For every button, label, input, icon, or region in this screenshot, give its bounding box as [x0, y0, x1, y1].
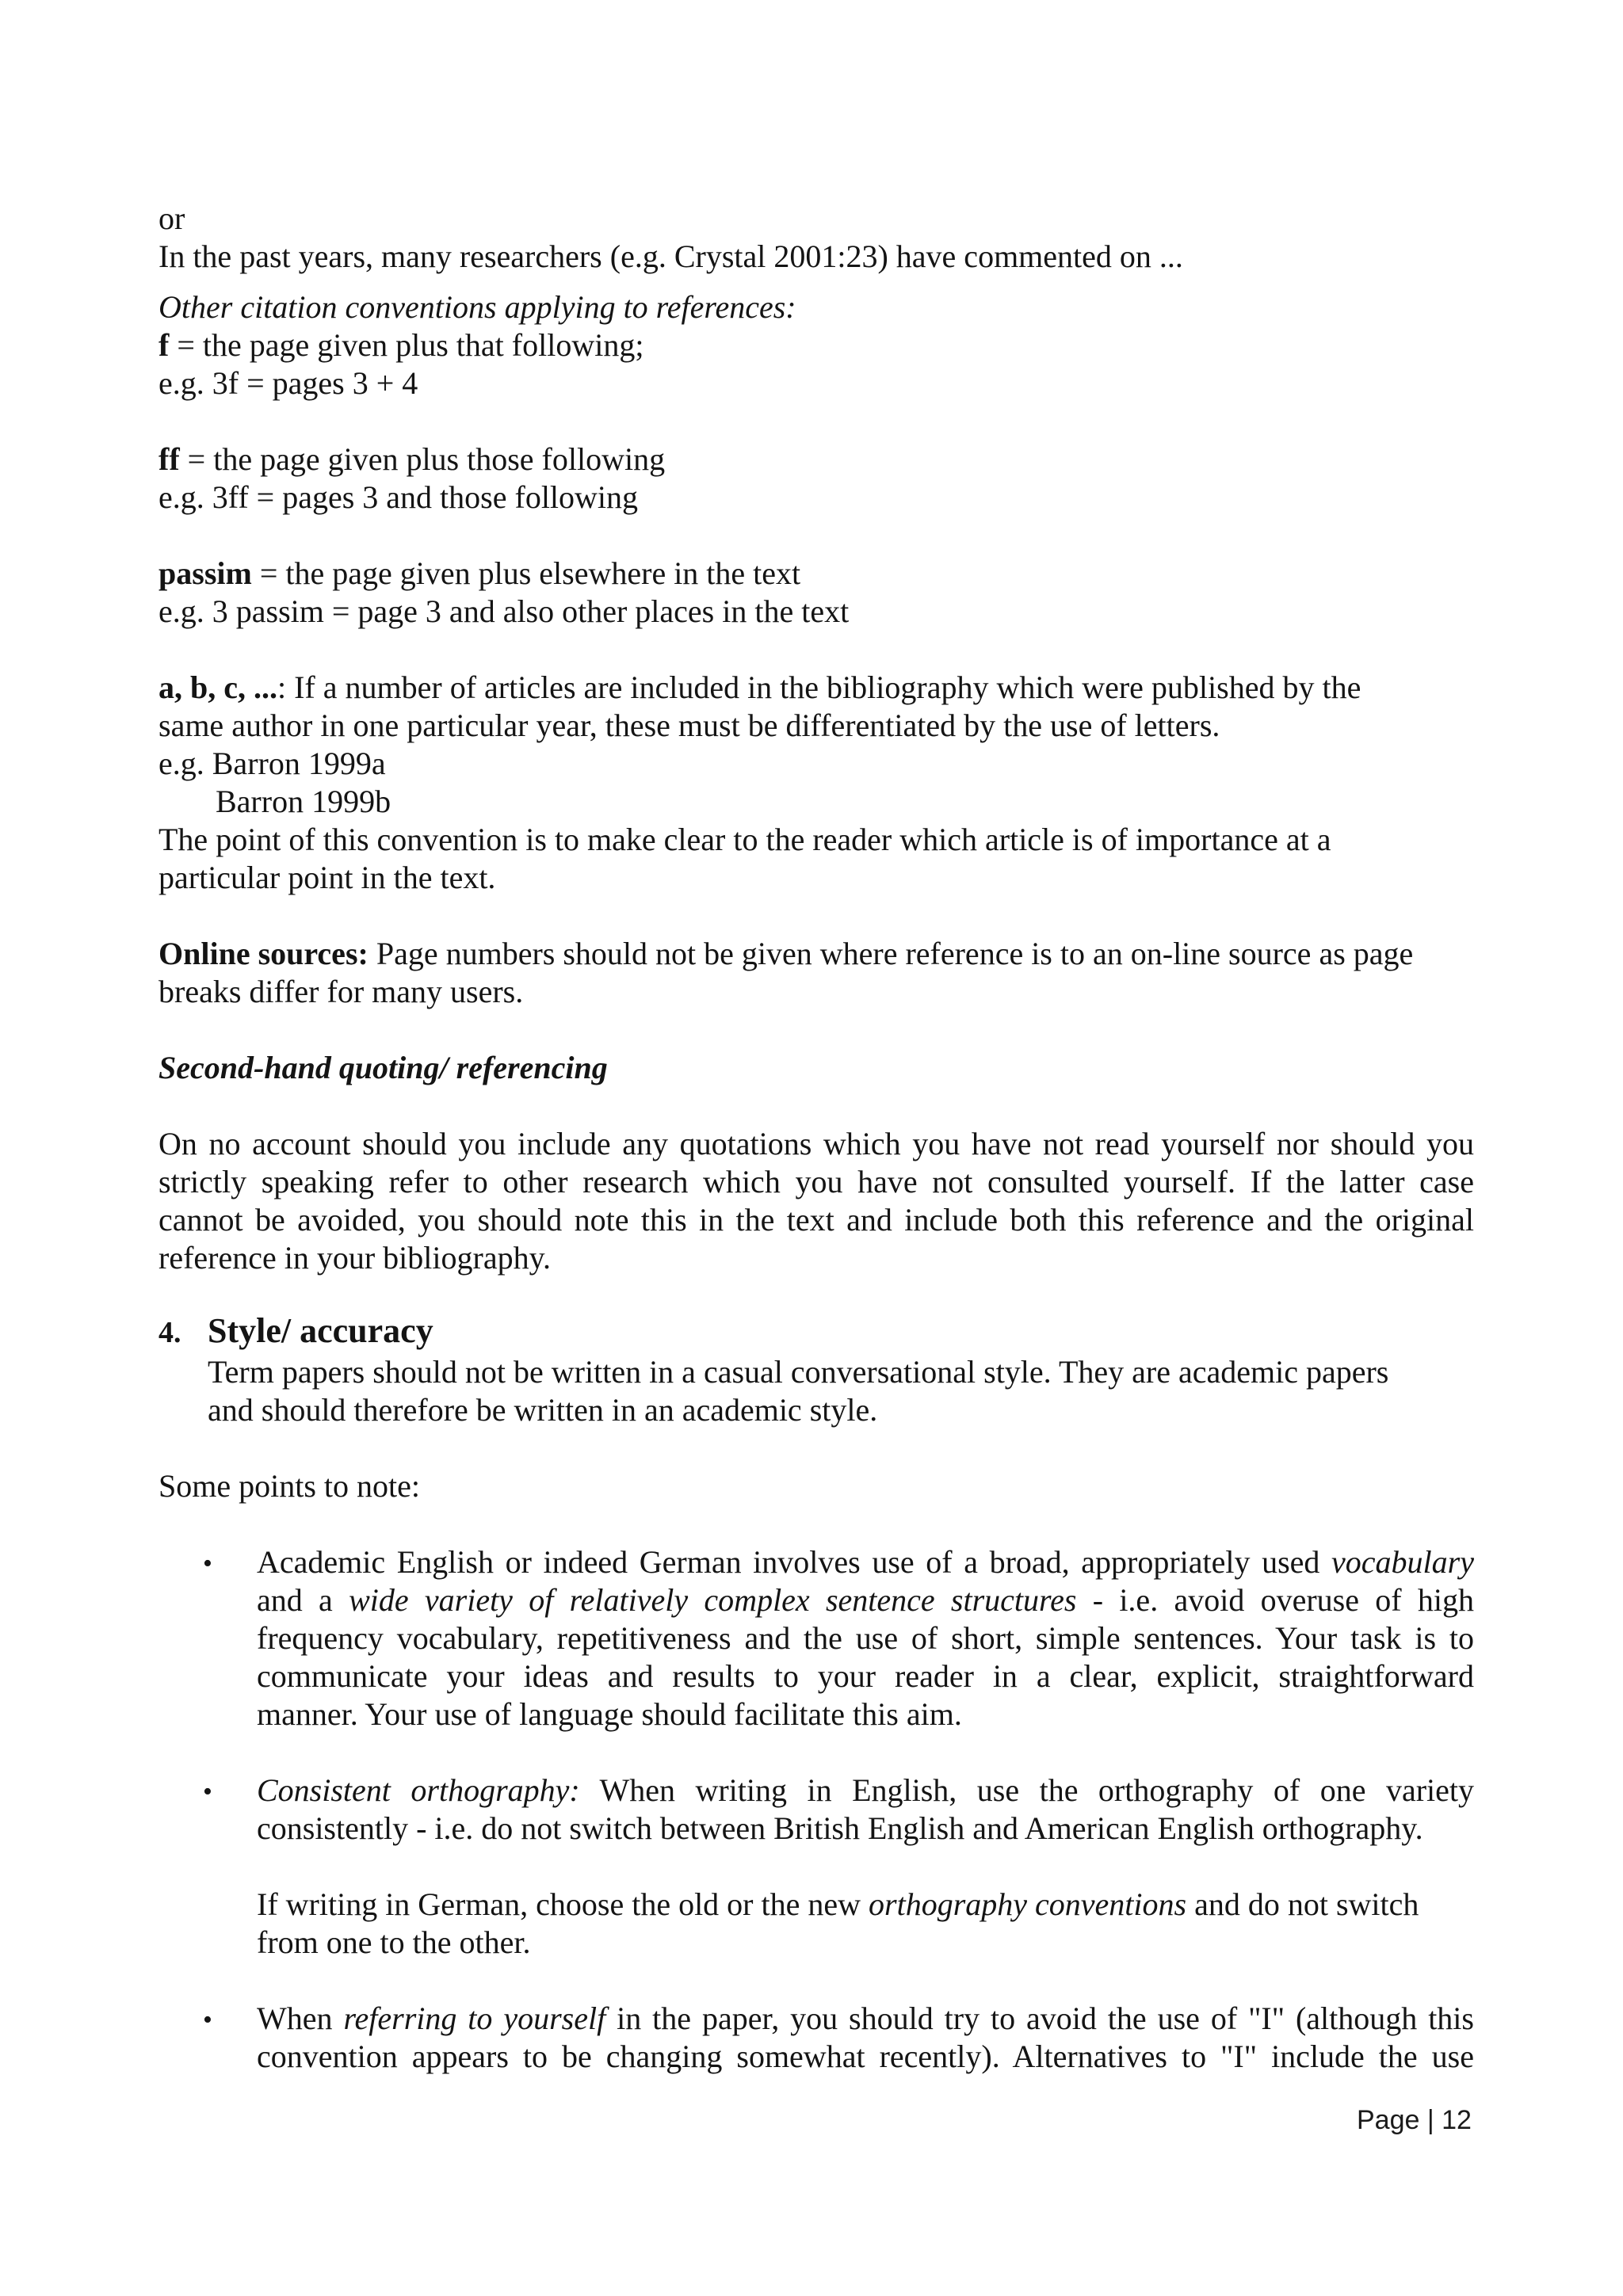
convention-letters: a, b, c, ...: If a number of articles are included in the bibliography which were published by the — [158, 669, 1361, 705]
section-heading-second-hand: Second-hand quoting/ referencing — [158, 1050, 608, 1085]
bullet-text: communicate your ideas and results to your reader in a clear, explicit, straightforward — [257, 1658, 1474, 1694]
convention-f-example: e.g. 3f = pages 3 + 4 — [158, 365, 418, 401]
text-line: particular point in the text. — [158, 860, 496, 895]
bullet-text: Consistent orthography: When writing in English, use the orthography of one variety — [257, 1772, 1475, 1808]
bullet-icon: • — [203, 1549, 212, 1578]
text-line: On no account should you include any quotations which you have not read yourself nor should you — [158, 1126, 1474, 1161]
convention-ff-example: e.g. 3ff = pages 3 and those following — [158, 479, 639, 515]
text-line: strictly speaking refer to other research which you have not consulted yourself. If the latter case — [158, 1164, 1474, 1199]
convention-passim-example: e.g. 3 passim = page 3 and also other places in the text — [158, 593, 850, 629]
convention-letters-example: Barron 1999b — [216, 784, 391, 819]
text-line: and should therefore be written in an academic style. — [208, 1392, 878, 1428]
bullet-text: and a wide variety of relatively complex sentence structures - i.e. avoid overuse of high — [257, 1582, 1474, 1618]
convention-ff: ff = the page given plus those following — [158, 441, 666, 477]
bullet-text: If writing in German, choose the old or the new orthography conventions and do not switch — [257, 1886, 1419, 1922]
convention-f: f = the page given plus that following; — [158, 327, 644, 363]
bullet-text: convention appears to be changing somewhat recently). Alternatives to "I" include the use — [257, 2039, 1474, 2074]
bullet-icon: • — [203, 1777, 212, 1806]
text-line: breaks differ for many users. — [158, 974, 524, 1009]
text-line: same author in one particular year, these must be differentiated by the use of letters. — [158, 707, 1220, 743]
online-sources: Online sources: Page numbers should not be given where reference is to an on-line source as page — [158, 936, 1414, 971]
convention-passim: passim = the page given plus elsewhere in the text — [158, 555, 801, 591]
bullet-icon: • — [203, 2005, 212, 2035]
convention-letters-example: e.g. Barron 1999a — [158, 746, 386, 781]
text-line: reference in your bibliography. — [158, 1240, 551, 1276]
text-line: cannot be avoided, you should note this in the text and include both this reference and the original — [158, 1202, 1474, 1238]
text-line: In the past years, many researchers (e.g. Crystal 2001:23) have commented on ... — [158, 238, 1183, 274]
bullet-text: from one to the other. — [257, 1924, 531, 1960]
text-line: or — [158, 200, 185, 236]
bullet-text: manner. Your use of language should facilitate this aim. — [257, 1696, 962, 1732]
bullet-text: consistently - i.e. do not switch between British English and American English orthography. — [257, 1810, 1423, 1846]
bullet-text: Academic English or indeed German involves use of a broad, appropriately used vocabulary — [257, 1544, 1474, 1580]
text-line: Term papers should not be written in a casual conversational style. They are academic papers — [208, 1354, 1389, 1390]
points-intro: Some points to note: — [158, 1468, 420, 1504]
bullet-text: frequency vocabulary, repetitiveness and the use of short, simple sentences. Your task is to — [257, 1620, 1474, 1656]
bullet-text: When referring to yourself in the paper, you should try to avoid the use of "I" (although this — [257, 2000, 1474, 2036]
conventions-intro: Other citation conventions applying to references: — [158, 289, 796, 325]
page-number: Page | 12 — [1357, 2105, 1472, 2135]
text-line: The point of this convention is to make clear to the reader which article is of importance at a — [158, 822, 1331, 857]
section-heading-style: 4. Style/ accuracy — [158, 1311, 433, 1350]
